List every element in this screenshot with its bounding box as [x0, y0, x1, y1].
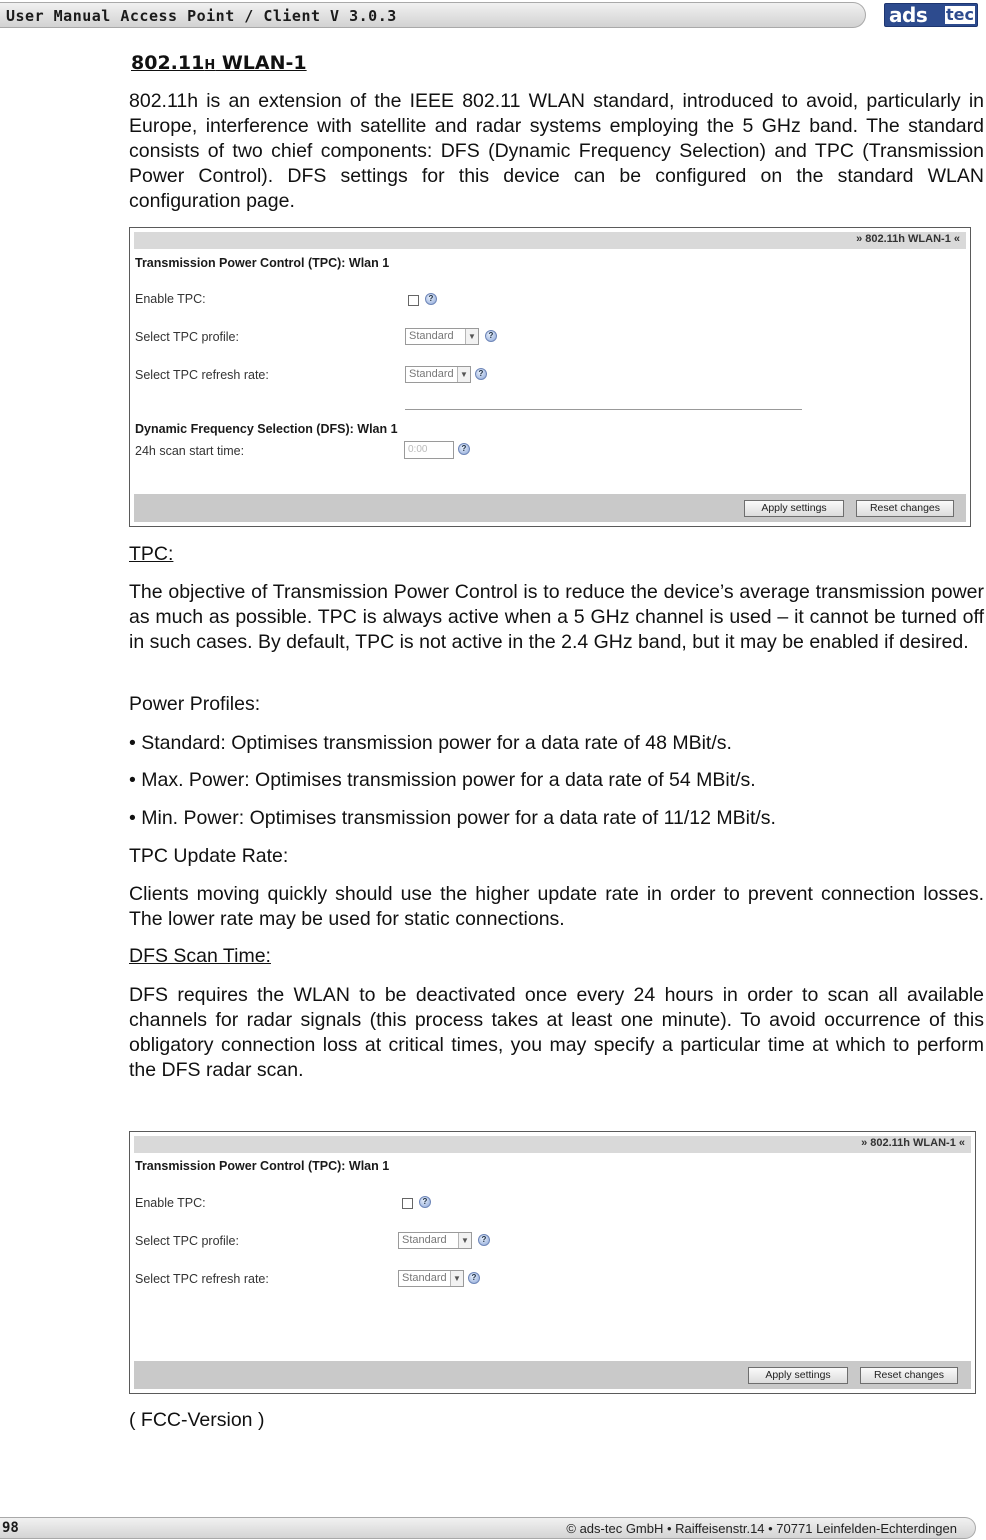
enable-tpc-checkbox[interactable]: [402, 1198, 413, 1209]
chevron-down-icon: ▼: [458, 1233, 471, 1248]
intro-paragraph: 802.11h is an extension of the IEEE 802.11 WLAN standard, introduced to avoid, particularly in Europe, interference with satellite and radar systems employing the 5 GHz band. The standard consists of two chief components: DFS (Dynamic Frequency Selection) and TPC (Transmission Power Control). DFS settings for this device can be configured on the standard WLAN configuration page.: [129, 90, 984, 212]
chevron-down-icon: ▼: [457, 367, 470, 382]
tpc-heading: TPC:: [129, 543, 174, 565]
dfs-paragraph: DFS requires the WLAN to be deactivated once every 24 hours in order to scan all available channels for radar signals (this process takes at least one minute). To avoid occurrence of this obligatory connection loss at critical times, you may specify a particular time at which to perform the DFS radar scan.: [129, 984, 984, 1081]
logo-box-text: tec: [946, 5, 974, 24]
dfs-heading: DFS Scan Time:: [129, 945, 271, 967]
help-icon[interactable]: ?: [485, 330, 497, 342]
apply-settings-button[interactable]: Apply settings: [744, 500, 844, 517]
tpc-section-title: Transmission Power Control (TPC): Wlan 1: [135, 1159, 390, 1173]
help-icon[interactable]: ?: [419, 1196, 431, 1208]
breadcrumb: » 802.11h WLAN-1 «: [856, 233, 960, 245]
apply-settings-button[interactable]: Apply settings: [748, 1367, 848, 1384]
enable-tpc-label: Enable TPC:: [135, 292, 206, 306]
footer-bar: [0, 1517, 976, 1539]
tpc-profile-label: Select TPC profile:: [135, 330, 239, 344]
tpc-refresh-select[interactable]: Standard ▼: [405, 366, 471, 383]
copyright: © ads-tec GmbH • Raiffeisenstr.14 • 70771 Leinfelden-Echterdingen: [566, 1521, 957, 1536]
help-icon[interactable]: ?: [425, 293, 437, 305]
tpc-paragraph: The objective of Transmission Power Control is to reduce the device’s average transmission power as much as possible. TPC is always active when a 5 GHz channel is used – it cannot be turned off in such cases. By default, TPC is not active in the 2.4 GHz band, but it may be enabled if desired.: [129, 581, 984, 653]
logo-text: ads: [889, 3, 928, 27]
scan-time-input[interactable]: 0:00: [404, 441, 454, 459]
header-bar: [0, 2, 866, 28]
help-icon[interactable]: ?: [458, 443, 470, 455]
scan-time-label: 24h scan start time:: [135, 444, 245, 458]
tpc-profile-select[interactable]: Standard ▼: [405, 328, 479, 345]
enable-tpc-checkbox[interactable]: [408, 295, 419, 306]
reset-changes-button[interactable]: Reset changes: [856, 500, 954, 517]
help-icon[interactable]: ?: [478, 1234, 490, 1246]
screenshot-top-bar: [134, 1136, 971, 1153]
dfs-section-title: Dynamic Frequency Selection (DFS): Wlan 1: [135, 422, 398, 436]
fcc-caption: ( FCC-Version ): [129, 1409, 265, 1431]
tpc-refresh-label: Select TPC refresh rate:: [135, 368, 269, 382]
breadcrumb: » 802.11h WLAN-1 «: [861, 1137, 965, 1149]
enable-tpc-label: Enable TPC:: [135, 1196, 206, 1210]
power-profiles-heading: Power Profiles:: [129, 693, 261, 715]
section-divider: [405, 409, 802, 410]
section-heading: 802.11H WLAN-1: [131, 52, 307, 74]
screenshot-footer-bar: [134, 494, 966, 522]
screenshot-footer-bar: [134, 1361, 971, 1389]
tpc-refresh-label: Select TPC refresh rate:: [135, 1272, 269, 1286]
profile-standard-item: • Standard: Optimises transmission power for a data rate of 48 MBit/s.: [129, 732, 732, 754]
chevron-down-icon: ▼: [465, 329, 478, 344]
reset-changes-button[interactable]: Reset changes: [860, 1367, 958, 1384]
ads-tec-logo: [884, 3, 978, 27]
tpc-profile-label: Select TPC profile:: [135, 1234, 239, 1248]
screenshot-tpc-dfs: [129, 227, 971, 527]
manual-title: User Manual Access Point / Client V 3.0.3: [6, 7, 397, 25]
help-icon[interactable]: ?: [468, 1272, 480, 1284]
update-rate-paragraph: Clients moving quickly should use the higher update rate in order to prevent connection losses. The lower rate may be used for static connections.: [129, 883, 984, 930]
screenshot-tpc-fcc: [129, 1131, 976, 1394]
profile-max-item: • Max. Power: Optimises transmission power for a data rate of 54 MBit/s.: [129, 769, 756, 791]
page-number: 98: [2, 1520, 19, 1536]
tpc-section-title: Transmission Power Control (TPC): Wlan 1: [135, 256, 390, 270]
update-rate-heading: TPC Update Rate:: [129, 845, 289, 867]
tpc-refresh-select[interactable]: Standard ▼: [398, 1270, 464, 1287]
screenshot-top-bar: [134, 232, 966, 249]
profile-min-item: • Min. Power: Optimises transmission power for a data rate of 11/12 MBit/s.: [129, 807, 776, 829]
tpc-profile-select[interactable]: Standard ▼: [398, 1232, 472, 1249]
chevron-down-icon: ▼: [450, 1271, 463, 1286]
help-icon[interactable]: ?: [475, 368, 487, 380]
